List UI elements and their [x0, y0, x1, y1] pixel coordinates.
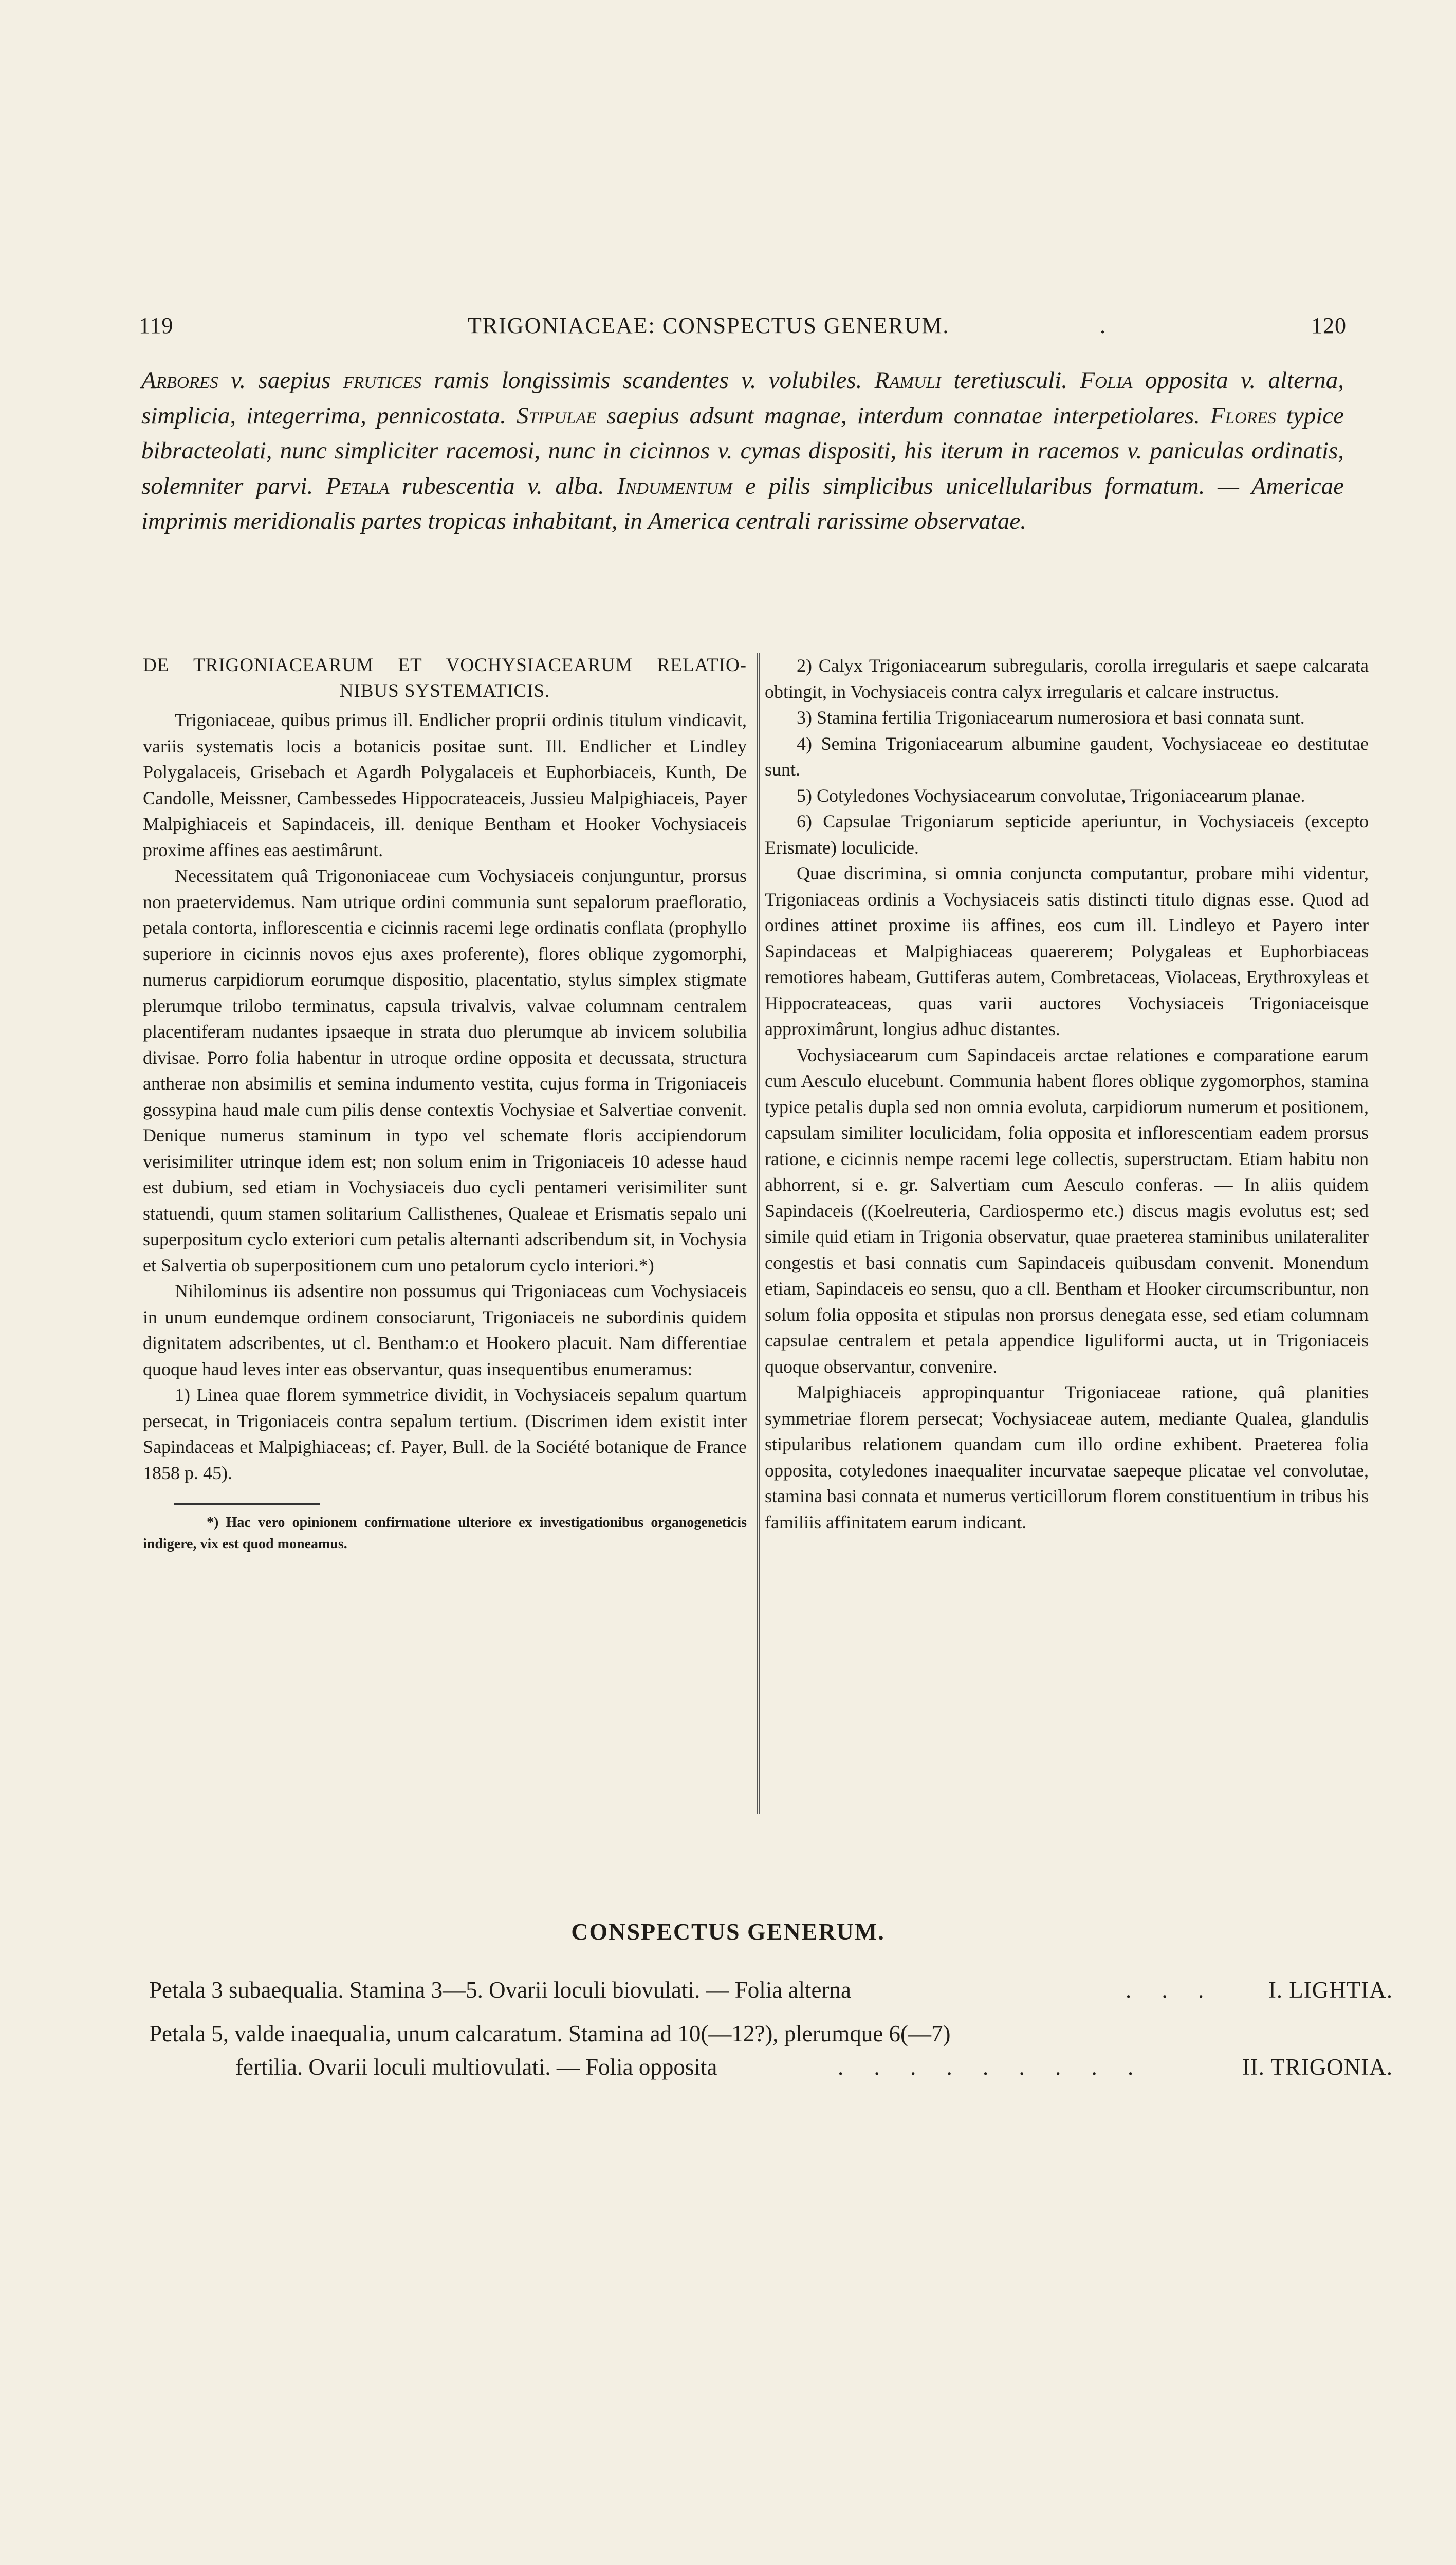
right-column	[765, 653, 1369, 1535]
paragraph: 2) Calyx Trigoniacearum subregularis, corolla irregularis et saepe calcarata obtingit, in Vochysiaceis contra calyx irregularis et calcare instructus.	[765, 655, 1369, 702]
genus-name: II. TRIGONIA.	[1242, 2054, 1393, 2080]
footnote-divider	[174, 1503, 320, 1505]
conspectus-title: CONSPECTUS GENERUM.	[571, 1918, 885, 1945]
genus-description: Petala 3 subaequalia. Stamina 3—5. Ovarii loculi biovulati. — Folia alterna	[149, 1977, 851, 2003]
page-header	[139, 312, 1347, 343]
paragraph: Trigoniaceae, quibus primus ill. Endlicher proprii ordinis titulum vindicavit, variis systematis locis a botanicis positae sunt. Ill. Endlicher et Lindley Polygalaceis, Grisebach et Agardh Polygalaceis et Euphorbiaceis, Kunth, De Candolle, Meissner, Cambessedes Hippocrateaceis, Jussieu Malpighiaceis, Payer Malpighiaceis et Sapindaceis, ill. denique Bentham et Hooker Vochysiaceis proxime affines eas aestimârunt.	[143, 710, 747, 860]
page-number-right: 120	[1311, 313, 1347, 338]
leader-dots: . . .	[1126, 1977, 1217, 2003]
paragraph: Malpighiaceis appropinquantur Trigoniaceae ratione, quâ planities symmetriae florem persecat; Vochysiaceae autem, mediante Qualea, glandulis stipularibus relationem quandam cum illo ordine exhibent. Praeterea folia opposita, cotyledones inaequaliter incurvatae saepeque plicatae vel convolutae, stamina basi connata et numerus verticillorum florem constituentium in tribus his familiis affinitatem earum indicant.	[765, 1382, 1369, 1533]
paragraph: Nihilominus iis adsentire non possumus qui Trigoniaceas cum Vochysiaceis in unum eundemque ordinem consociarunt, Trigoniaceis ne subordinis quidem dignitatem adscribentes, ut cl. Bentham:o et Hookero placuit. Nam differentiae quoque haud leves inter eas observantur, quas insequentibus enumeramus:	[143, 1281, 747, 1379]
family-summary: Arbores v. saepius frutices ramis longissimis scandentes v. volubiles. Ramuli teretiusculi. Folia opposita v. alterna, simplicia, integerrima, pennicostata. Stipulae saepius adsunt magnae, interdum connatae interpetiolares. Flores typice bibracteolati, nunc simpliciter racemosi, nunc in cicinnos v. cymas dispositi, his iterum in racemos v. paniculas ordinatis, solemniter parvi. Petala rubescentia v. alba. Indumentum e pilis simplicibus unicellularibus formatum. — Americae imprimis meridionalis partes tropicas inhabitant, in America centrali rarissime observatae.	[141, 367, 1344, 534]
leader-dots: . . . . . . . . .	[838, 2054, 1146, 2080]
genus-description-cont: fertilia. Ovarii loculi multiovulati. — Folia opposita	[235, 2054, 717, 2080]
page-number-left: 119	[139, 313, 174, 338]
left-column	[143, 653, 747, 1555]
header-dot: .	[1100, 313, 1106, 338]
paragraph: Necessitatem quâ Trigononiaceae cum Vochysiaceis conjunguntur, prorsus non praetervidemus. Nam utrique ordini communia sunt sepalorum praefloratio, petala contorta, inflorescentia e cicinnis racemi lege ordinatis conflata (prophyllo superiore in cicinnis novos ejus axes proferente), flores oblique zygomorphi, numerus carpidiorum eorumque dispositio, placentatio, stylus simplex stigmate plerumque trilobo terminatus, capsula trivalvis, valvae columnam centralem placentiferam nudantes ipsaeque in strata duo plerumque ab invicem solubilia divisae. Porro folia habentur in utroque ordine opposita et decussata, structura antherae non absimilis et semina indumento vestita, cujus forma in Trigoniaceis gossypina haud male cum pilis dense contextis Vochysiae et Salvertiae convenit. Denique numerus staminum in typo vel schemate floris accipiendorum verisimiliter utrinque idem est; non solum enim in Trigoniaceis 10 adesse haud est dubium, sed etiam in Vochysiaceis duo cycli pentameri verisimiliter sunt statuendi, quum stamen solitarium Callisthenes, Qualeae et Erismatis sepalo uni superpositum cyclo exteriori cum petalis alternanti adscribendum sit, in Vochysia et Salvertia ob superpositionem cum uno petalorum cyclo interiori.*)	[143, 865, 747, 1276]
column-divider	[757, 653, 760, 1814]
paragraph: 6) Capsulae Trigoniarum septicide aperiuntur, in Vochysiaceis (excepto Erismate) loculicide.	[765, 811, 1369, 858]
section-heading: DE TRIGONIACEARUM ET VOCHYSIACEARUM RELATIO- NIBUS SYSTEMATICIS.	[143, 655, 747, 702]
paragraph: 3) Stamina fertilia Trigoniacearum numerosiora et basi connata sunt.	[797, 707, 1305, 728]
paragraph: 4) Semina Trigoniacearum albumine gaudent, Vochysiaceae eo destitutae sunt.	[765, 733, 1369, 780]
genus-name: I. LIGHTIA.	[1268, 1977, 1393, 2003]
paragraph: 5) Cotyledones Vochysiacearum convolutae, Trigoniacearum planae.	[797, 785, 1305, 806]
paragraph: Quae discrimina, si omnia conjuncta computantur, probare mihi videntur, Trigoniaceas ordinis a Vochysiaceis satis distincti titulo dignas esse. Quod ad ordines attinet proxime iis affines, eos cum ill. Lindleyo et Payero inter Sapindaceas et Malpighiaceas quaererem; Polygaleas et Euphorbiaceas remotiores habeam, Guttiferas autem, Combretaceas, Violaceas, Erythroxyleas et Hippocrateaceas, quas varii auctores Vochysiaceis Trigoniaceisque approximârunt, longius adhuc distantes.	[765, 863, 1369, 1039]
genus-entry-lightia	[149, 1973, 1393, 2007]
running-title: TRIGONIACEAE: CONSPECTUS GENERUM.	[468, 313, 950, 338]
genus-entry-trigonia	[149, 2017, 1393, 2084]
footnote: *) Hac vero opinionem confirmatione ulteriore ex investigationibus organogeneticis indigere, vix est quod moneamus.	[143, 1515, 747, 1552]
paragraph: Vochysiacearum cum Sapindaceis arctae relationes e comparatione earum cum Aesculo elucebunt. Communia habent flores oblique zygomorphos, stamina typice petalis dupla sed non omnia evoluta, carpidiorum numerum et positionem, capsulam similiter loculicidam, folia opposita et inflorescentiam eadem prorsus ratione, e cicinnis nempe racemi lege collectis, superstructam. Etiam habitu non abhorrent, si e. gr. Salvertiam cum Aesculo conferas. — In aliis quidem Sapindaceis ((Koelreuteria, Cardiospermo etc.) discus magis evolutus est; sed simile quid etiam in Trigonia observatur, quae praeterea staminibus unilateraliter congestis et basi connatis cum Sapindaceis quibusdam convenit. Monendum etiam, Sapindaceis eo sensu, quo a cll. Bentham et Hooker circumscribuntur, non solum folia opposita et stipulas non prorsus denegata esse, sed etiam columnam capsulae centralem et petala appendice liguliformi aucta, ut in Trigoniaceis quoque observantur, convenire.	[765, 1044, 1369, 1377]
paragraph: 1) Linea quae florem symmetrice dividit, in Vochysiaceis sepalum quartum persecat, in Trigoniaceis contra sepalum tertium. (Discrimen idem existit inter Sapindaceas et Malpighiaceas; cf. Payer, Bull. de la Société botanique de France 1858 p. 45).	[143, 1385, 747, 1483]
genus-description: Petala 5, valde inaequalia, unum calcaratum. Stamina ad 10(—12?), plerumque 6(—7)	[149, 2021, 951, 2046]
